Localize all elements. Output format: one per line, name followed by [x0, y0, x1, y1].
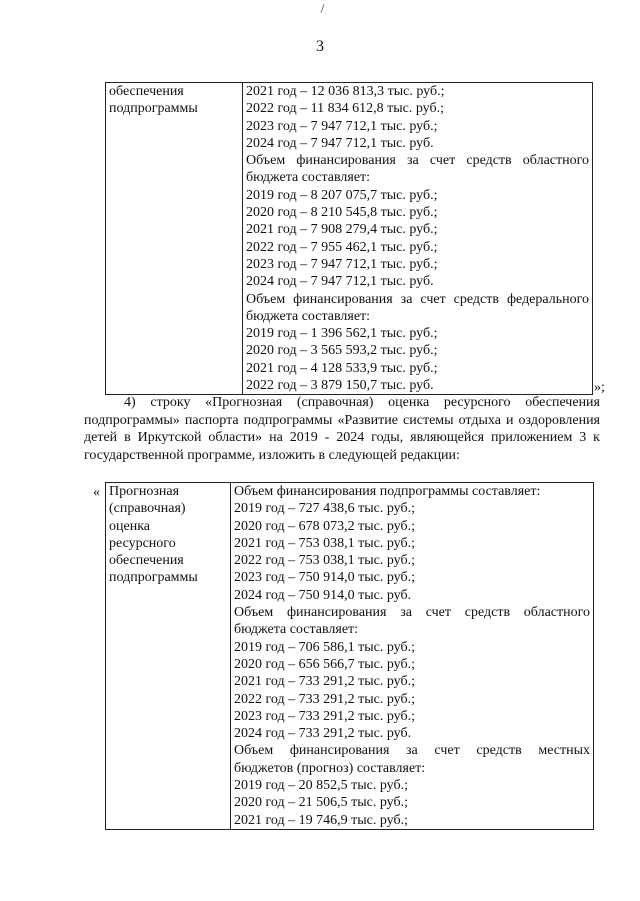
funding-line: 2020 год – 678 073,2 тыс. руб.; [234, 518, 415, 534]
funding-line: 2021 год – 7 908 279,4 тыс. руб.; [246, 222, 438, 238]
funding-line: 2022 год – 11 834 612,8 тыс. руб.; [246, 101, 444, 117]
funding-line: 2024 год – 733 291,2 тыс. руб. [234, 726, 412, 742]
table-row [106, 483, 594, 830]
table-label-cell [106, 483, 231, 830]
funding-heading-line: Объем финансирования за счет средств федерального [246, 291, 589, 307]
funding-line: 2020 год – 3 565 593,2 тыс. руб.; [246, 343, 438, 359]
label-line: подпрограммы [109, 101, 198, 117]
funding-heading-line: Объем финансирования за счет средств областного [234, 605, 590, 621]
funding-line: 2022 год – 3 879 150,7 тыс. руб. [246, 378, 434, 394]
funding-heading-line: Объем финансирования за счет средств местных [234, 743, 590, 759]
funding-line: 2020 год – 8 210 545,8 тыс. руб.; [246, 205, 438, 221]
funding-heading-line: бюджета составляет: [246, 170, 371, 186]
closing-quote: »; [594, 380, 605, 395]
funding-line: 2022 год – 753 038,1 тыс. руб.; [234, 553, 415, 569]
funding-line: 2024 год – 7 947 712,1 тыс. руб. [246, 135, 434, 151]
label-line: обеспечения [109, 553, 184, 569]
label-line: (справочная) [109, 501, 186, 517]
funding-line: 2020 год – 21 506,5 тыс. руб.; [234, 795, 408, 811]
label-line: ресурсного [109, 535, 176, 551]
funding-line: 2019 год – 20 852,5 тыс. руб.; [234, 778, 408, 794]
funding-line: 2024 год – 750 914,0 тыс. руб. [234, 587, 412, 603]
table-value-cell [231, 483, 594, 830]
funding-line: 2023 год – 733 291,2 тыс. руб.; [234, 708, 415, 724]
funding-line: 2019 год – 706 586,1 тыс. руб.; [234, 639, 415, 655]
funding-line: 2021 год – 733 291,2 тыс. руб.; [234, 674, 415, 690]
table-label-cell [106, 83, 243, 395]
funding-line: 2021 год – 753 038,1 тыс. руб.; [234, 535, 415, 551]
label-line: обеспечения [109, 84, 184, 99]
page-number: 3 [316, 38, 324, 55]
label-line: подпрограммы [109, 570, 198, 586]
table-row [106, 83, 593, 395]
funding-line: 2020 год – 656 566,7 тыс. руб.; [234, 656, 415, 672]
table-value-cell [243, 83, 593, 395]
opening-quote: « [93, 485, 100, 500]
label-line: оценка [109, 518, 151, 534]
funding-line: 2019 год – 8 207 075,7 тыс. руб.; [246, 187, 438, 203]
funding-line: 2019 год – 727 438,6 тыс. руб.; [234, 501, 415, 517]
funding-line: 2023 год – 7 947 712,1 тыс. руб.; [246, 256, 438, 272]
scan-mark [320, 4, 324, 13]
funding-heading-line: бюджета составляет: [246, 308, 371, 324]
funding-heading-line: бюджетов (прогноз) составляет: [234, 760, 426, 776]
funding-line: 2023 год – 750 914,0 тыс. руб.; [234, 570, 415, 586]
label-line: Прогнозная [109, 484, 180, 499]
funding-line: 2022 год – 733 291,2 тыс. руб.; [234, 691, 415, 707]
funding-line: 2021 год – 12 036 813,3 тыс. руб.; [246, 84, 445, 99]
funding-table-continued [105, 82, 593, 395]
funding-table-new [105, 482, 594, 830]
funding-heading-line: Объем финансирования подпрограммы составляет: [234, 484, 541, 499]
amendment-paragraph: 4) строку «Прогнозная (справочная) оценка ресурсного обеспечения подпрограммы» паспорта подпрограммы «Развитие системы отдыха и оздоровления детей в Иркутской области» на 2019 - 2024 годы, являющейся приложением 3 к государственной программе, изложить в следующей редакции: [84, 395, 600, 463]
funding-line: 2022 год – 7 955 462,1 тыс. руб.; [246, 239, 438, 255]
funding-heading-line: бюджета составляет: [234, 622, 359, 638]
funding-heading-line: Объем финансирования за счет средств областного [246, 153, 589, 169]
funding-line: 2021 год – 19 746,9 тыс. руб.; [234, 812, 408, 828]
funding-line: 2023 год – 7 947 712,1 тыс. руб.; [246, 118, 438, 134]
funding-line: 2021 год – 4 128 533,9 тыс. руб.; [246, 360, 438, 376]
funding-line: 2019 год – 1 396 562,1 тыс. руб.; [246, 326, 438, 342]
funding-line: 2024 год – 7 947 712,1 тыс. руб. [246, 274, 434, 290]
